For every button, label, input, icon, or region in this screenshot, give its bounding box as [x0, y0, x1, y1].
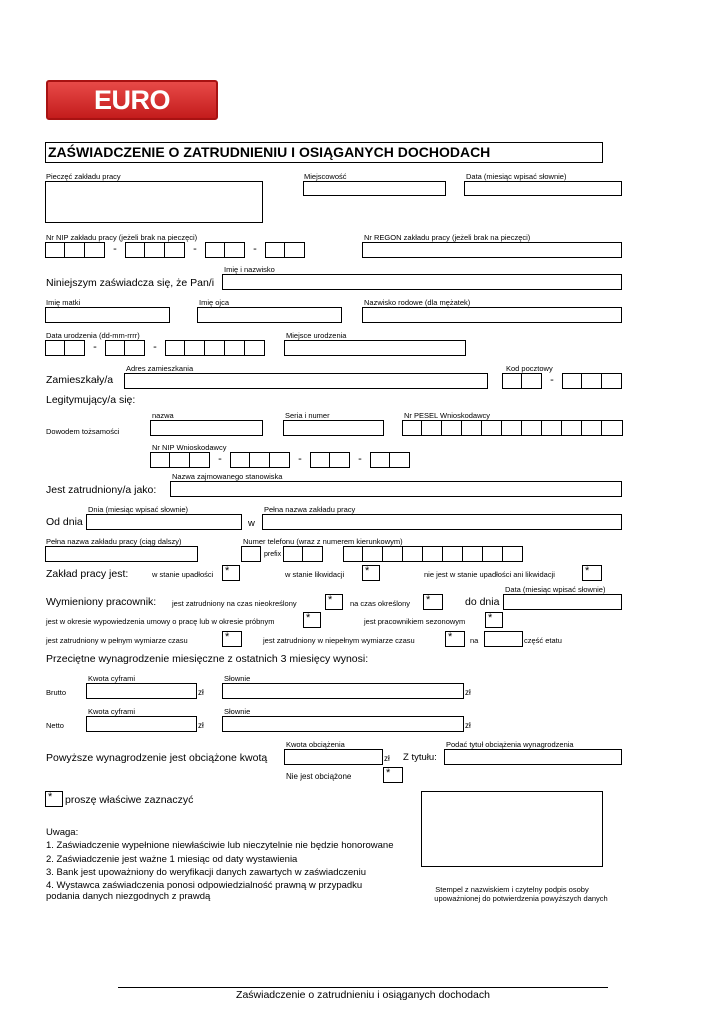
certify-text: Niniejszym zaświadcza się, że Pan/i — [46, 277, 215, 289]
employee-text: Wymieniony pracownik: — [46, 596, 157, 608]
company-is-text: Zakład pracy jest: — [46, 568, 129, 580]
employer-full-field[interactable] — [262, 514, 622, 530]
note-heading: Uwaga: — [46, 827, 79, 838]
postal-code-label: Kod pocztowy — [506, 364, 553, 373]
until-text: do dnia — [465, 596, 500, 608]
separator-dash: - — [298, 453, 302, 465]
fraction-field[interactable] — [484, 631, 523, 647]
date-field[interactable] — [464, 181, 622, 196]
fulltime-label: jest zatrudniony w pełnym wymiarze czasu — [46, 636, 188, 645]
doc-name-field[interactable] — [150, 420, 263, 436]
doc-series-label: Seria i numer — [285, 411, 330, 420]
gross-digits-field[interactable] — [86, 683, 197, 699]
currency-zl: zł — [198, 688, 204, 697]
page-title: ZAŚWIADCZENIE O ZATRUDNIENIU I OSIĄGANYCH DOCHODACH — [45, 142, 603, 163]
net-label: Netto — [46, 721, 64, 730]
on-label: na — [470, 636, 479, 645]
gross-words-field[interactable] — [222, 683, 464, 699]
neither-label: nie jest w stanie upadłości ani likwidacji — [424, 570, 555, 579]
notice-checkbox[interactable]: * — [303, 612, 321, 628]
note-item: 4. Wystawca zaświadczenia ponosi odpowiedzialność prawną w przypadku — [46, 880, 363, 891]
nip-employer-field[interactable] — [45, 242, 305, 258]
place-label: Miejscowość — [304, 172, 347, 181]
from-day-field[interactable] — [86, 514, 242, 530]
separator-dash: - — [193, 243, 197, 255]
net-words-label: Słownie — [224, 707, 251, 716]
name-field[interactable] — [222, 274, 622, 290]
not-charged-label: Nie jest obciążone — [286, 772, 352, 781]
postal-code-field[interactable] — [502, 373, 622, 389]
charge-reason-field[interactable] — [444, 749, 622, 765]
date-words2-label: Data (miesiąc wpisać słownie) — [505, 585, 606, 594]
birth-place-field[interactable] — [284, 340, 466, 356]
charge-reason-label: Podać tytuł obciążenia wynagrodzenia — [446, 740, 574, 749]
mother-name-field[interactable] — [45, 307, 170, 323]
father-label: Imię ojca — [199, 298, 230, 307]
mother-label: Imię matki — [46, 298, 81, 307]
notice-label: jest w okresie wypowiedzenia umowy o pracę lub w okresie próbnym — [46, 617, 275, 626]
currency-zl: zł — [465, 688, 471, 697]
gross-digits-label: Kwota cyframi — [88, 674, 136, 683]
separator-dash: - — [93, 341, 97, 353]
address-field[interactable] — [124, 373, 488, 389]
liquidation-checkbox[interactable]: * — [362, 565, 380, 581]
position-label: Nazwa zajmowanego stanowiska — [172, 472, 283, 481]
liquidation-label: w stanie likwidacji — [285, 570, 345, 579]
phone-country-field[interactable] — [241, 546, 261, 562]
name-label: Imię i nazwisko — [224, 265, 275, 274]
separator-dash: - — [153, 341, 157, 353]
gross-words-label: Słownie — [224, 674, 251, 683]
separator-dash: - — [253, 243, 257, 255]
family-name-field[interactable] — [362, 307, 622, 323]
family-name-label: Nazwisko rodowe (dla mężatek) — [364, 298, 471, 307]
signature-stamp-box[interactable] — [421, 791, 603, 867]
neither-checkbox[interactable]: * — [582, 565, 602, 581]
place-field[interactable] — [303, 181, 446, 196]
currency-zl: zł — [198, 721, 204, 730]
stamp-caption-2: upoważnionej do potwierdzenia powyższych danych — [434, 894, 608, 903]
indefinite-label: jest zatrudniony na czas nieokreślony — [172, 599, 297, 608]
net-digits-label: Kwota cyframi — [88, 707, 136, 716]
bankruptcy-checkbox[interactable]: * — [222, 565, 240, 581]
charge-amount-field[interactable] — [284, 749, 383, 765]
charge-amount-label: Kwota obciążenia — [286, 740, 345, 749]
resident-text: Zamieszkały/a — [46, 374, 114, 386]
fraction-label: część etatu — [524, 636, 562, 645]
date-label: Data (miesiąc wpisać słownie) — [466, 172, 567, 181]
employer-stamp-field[interactable] — [45, 181, 263, 223]
regon-label: Nr REGON zakładu pracy (jeżeli brak na pieczęci) — [364, 233, 531, 242]
phone-label: Numer telefonu (wraz z numerem kierunkowym) — [243, 537, 403, 546]
separator-dash: - — [113, 243, 117, 255]
birth-place-label: Miejsce urodzenia — [286, 331, 347, 340]
employer-full-label: Pełna nazwa zakładu pracy — [264, 505, 356, 514]
footer-divider — [118, 987, 608, 988]
doc-name-label: nazwa — [152, 411, 174, 420]
id-by-text: Legitymujący/a się: — [46, 394, 136, 406]
currency-zl: zł — [465, 721, 471, 730]
indefinite-checkbox[interactable]: * — [325, 594, 343, 610]
footer-text: Zaświadczenie o zatrudnieniu i osiąganych dochodach — [236, 989, 490, 1001]
nip-applicant-label: Nr NIP Wnioskodawcy — [152, 443, 227, 452]
phone-field[interactable] — [283, 546, 523, 562]
doc-series-field[interactable] — [283, 420, 384, 436]
nip-applicant-field[interactable] — [150, 452, 410, 468]
birth-date-field[interactable] — [45, 340, 265, 356]
employer-cont-field[interactable] — [45, 546, 198, 562]
bankruptcy-label: w stanie upadłości — [152, 570, 214, 579]
stamp-caption-1: Stempel z nazwiskiem i czytelny podpis osoby — [435, 885, 589, 894]
stamp-label: Pieczęć zakładu pracy — [46, 172, 121, 181]
employed-as-text: Jest zatrudniony/a jako: — [46, 484, 157, 496]
regon-field[interactable] — [362, 242, 622, 258]
not-charged-checkbox[interactable]: * — [383, 767, 403, 783]
from-day-text: Od dnia — [46, 516, 83, 528]
seasonal-label: jest pracownikiem sezonowym — [364, 617, 466, 626]
mark-note-text: proszę właściwe zaznaczyć — [65, 794, 194, 806]
gross-label: Brutto — [46, 688, 67, 697]
pesel-label: Nr PESEL Wnioskodawcy — [404, 411, 491, 420]
fulltime-checkbox[interactable]: * — [222, 631, 242, 647]
avg-salary-text: Przeciętne wynagrodzenie miesięczne z ostatnich 3 miesięcy wynosi: — [46, 653, 369, 665]
definite-checkbox[interactable]: * — [423, 594, 443, 610]
by-title-text: Z tytułu: — [403, 752, 437, 763]
pesel-field[interactable] — [402, 420, 623, 436]
parttime-checkbox[interactable]: * — [445, 631, 465, 647]
parttime-label: jest zatrudniony w niepełnym wymiarze czasu — [263, 636, 415, 645]
separator-dash: - — [550, 374, 554, 386]
seasonal-checkbox[interactable]: * — [485, 612, 503, 628]
in-text: w — [248, 518, 255, 529]
birth-date-label: Data urodzenia (dd-mm-rrrr) — [46, 331, 140, 340]
address-label: Adres zamieszkania — [126, 364, 194, 373]
separator-dash: - — [218, 453, 222, 465]
until-date-field[interactable] — [503, 594, 622, 610]
net-words-field[interactable] — [222, 716, 464, 732]
prefix-label: prefix — [264, 551, 282, 558]
father-name-field[interactable] — [197, 307, 342, 323]
charged-text: Powyższe wynagrodzenie jest obciążone kwotą — [46, 752, 268, 764]
note-item: 3. Bank jest upoważniony do weryfikacji danych zawartych w zaświadczeniu — [46, 867, 366, 878]
definite-label: na czas określony — [350, 599, 411, 608]
euro-money-logo: EURO MONEY — [46, 80, 218, 120]
note-item: 2. Zaświadczenie jest ważne 1 miesiąc od daty wystawienia — [46, 854, 298, 865]
legend-checkbox: * — [45, 791, 63, 807]
id-doc-label: Dowodem tożsamości — [46, 427, 120, 436]
day-label: Dnia (miesiąc wpisać słownie) — [88, 505, 189, 514]
employer-cont-label: Pełna nazwa zakładu pracy (ciąg dalszy) — [46, 537, 182, 546]
net-digits-field[interactable] — [86, 716, 197, 732]
currency-zl: zł — [384, 754, 390, 763]
note-item: 1. Zaświadczenie wypełnione niewłaściwie lub nieczytelnie nie będzie honorowane — [46, 840, 394, 851]
position-field[interactable] — [170, 481, 622, 497]
separator-dash: - — [358, 453, 362, 465]
nip-employer-label: Nr NIP zakładu pracy (jeżeli brak na pieczęci) — [46, 233, 198, 242]
note-item: podania danych niezgodnych z prawdą — [46, 891, 211, 902]
